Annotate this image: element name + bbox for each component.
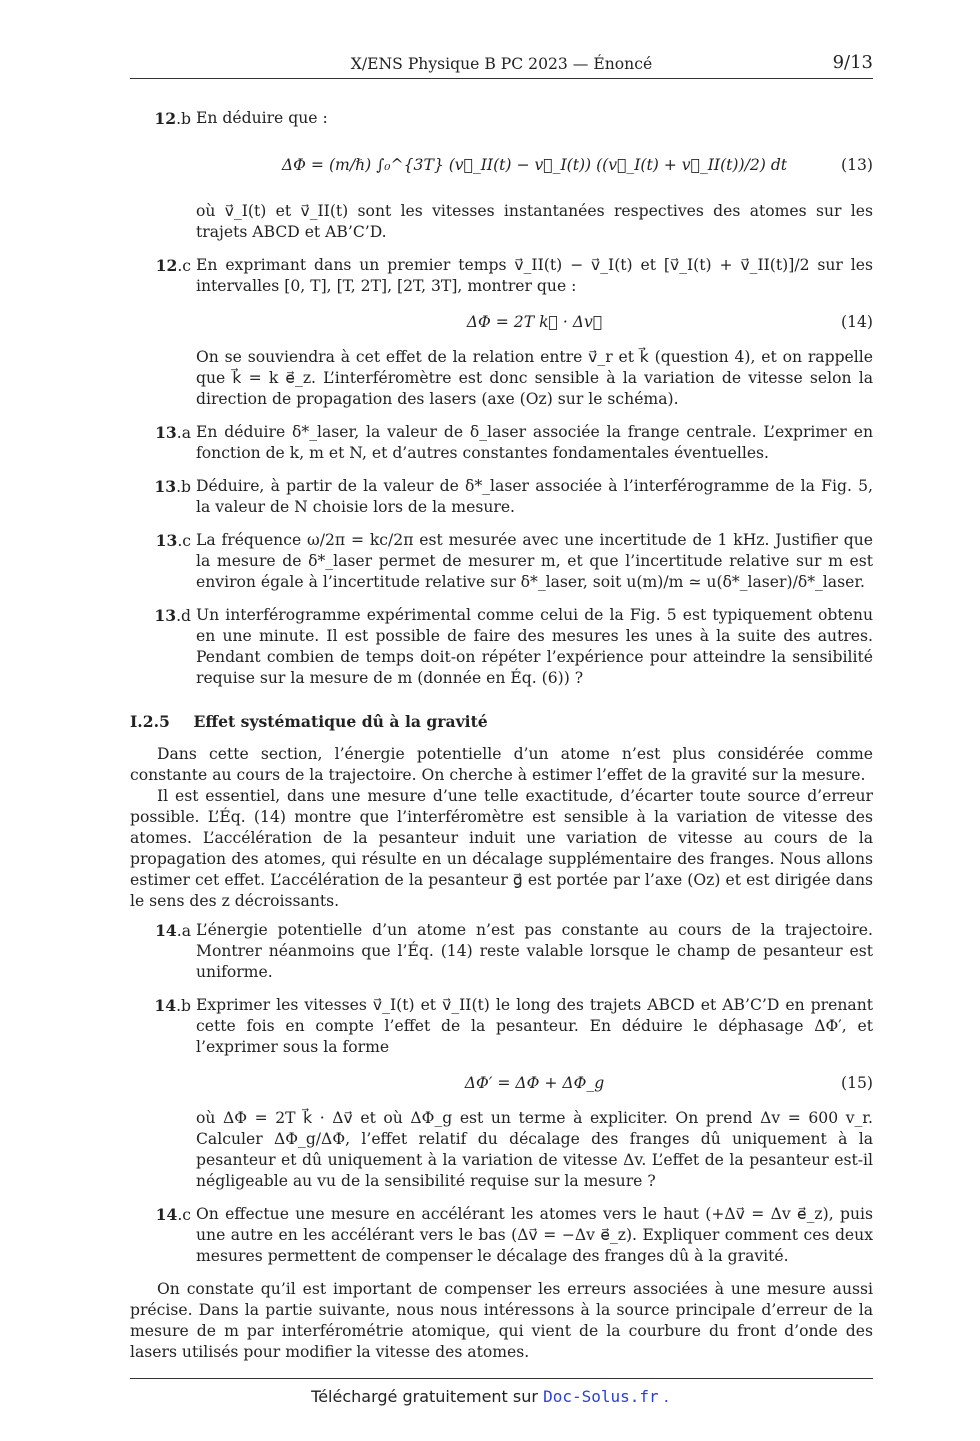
question-12b bbox=[130, 108, 873, 243]
footer-text: Téléchargé gratuitement sur bbox=[311, 1387, 538, 1406]
question-number: 12.b bbox=[154, 109, 192, 128]
equation-number: (14) bbox=[840, 312, 873, 331]
question-followup: où ΔΦ = 2T k⃗ · Δv⃗ et où ΔΦ_g est un terme à expliciter. On prend Δv = 600 v_r. Calculer ΔΦ_g/ΔΦ, l’effet relatif du décalage des franges dû uniquement à la pesanteur et dû uniquement à la variation de vitesse Δv. L’effet de la pesanteur est-il négligeable au vu de la sensibilité requise sur la mesure ? bbox=[196, 1109, 873, 1190]
question-12c bbox=[130, 255, 873, 410]
question-13a bbox=[130, 422, 873, 464]
question-13b bbox=[130, 476, 873, 518]
question-14c bbox=[130, 1204, 873, 1267]
section-heading bbox=[130, 711, 873, 732]
footer-suffix: . bbox=[663, 1387, 669, 1406]
question-number: 14.b bbox=[154, 996, 192, 1015]
question-text: L’énergie potentielle d’un atome n’est pas constante au cours de la trajectoire. Montrer néanmoins que l’Éq. (14) reste valable lorsque le champ de pesanteur est uniforme. bbox=[196, 921, 873, 981]
question-text: On effectue une mesure en accélérant les atomes vers le haut (+Δv⃗ = Δv e⃗_z), puis une autre en les accélérant vers le bas (Δv⃗ = −Δv e⃗_z). Expliquer comment ces deux mesures permettent de compenser le décalage des franges dû à la gravité. bbox=[196, 1205, 873, 1265]
question-number: 12.c bbox=[155, 256, 192, 275]
intro-paragraph-2: Il est essentiel, dans une mesure d’une telle exactitude, d’écarter toute source d’erreur possible. L’Éq. (14) montre que l’interféromètre est sensible à la variation de vitesse des atomes. L’accélération de la pesanteur induit une variation de vitesse au cours de la propagation des atomes, qui résulte en un décalage supplémentaire des franges. Nous allons estimer cet effet. L’accélération de la pesanteur g⃗ est portée par l’axe (Oz) et est dirigée dans le sens des z décroissants. bbox=[130, 787, 873, 910]
question-14a bbox=[130, 920, 873, 983]
question-text: Déduire, à partir de la valeur de δ*_laser associée à l’interférogramme de la Fig. 5, la valeur de N choisie lors de la mesure. bbox=[196, 477, 873, 516]
question-number: 13.b bbox=[154, 477, 192, 496]
doc-solus-link[interactable]: Doc-Solus.fr bbox=[543, 1387, 659, 1406]
page-footer bbox=[0, 1386, 980, 1407]
page-header bbox=[130, 54, 873, 79]
page-number: 9/13 bbox=[832, 52, 873, 73]
section-number: I.2.5 bbox=[130, 712, 170, 731]
intro-paragraph-1: Dans cette section, l’énergie potentielle d’un atome n’est plus considérée comme constante au cours de la trajectoire. On cherche à estimer l’effet de la gravité sur la mesure. bbox=[130, 745, 873, 784]
question-text: La fréquence ω/2π = kc/2π est mesurée avec une incertitude de 1 kHz. Justifier que la mesure de δ*_laser permet de mesurer m, et que l’incertitude relative sur m est environ égale à l’incertitude relative sur δ*_laser, soit u(m)/m ≃ u(δ*_laser)/δ*_laser. bbox=[196, 531, 873, 591]
question-number: 13.c bbox=[155, 531, 192, 550]
question-text: En déduire δ*_laser, la valeur de δ_laser associée la frange centrale. L’exprimer en fonction de k, m et N, et d’autres constantes fondamentales éventuelles. bbox=[196, 423, 873, 462]
equation-15 bbox=[196, 1066, 873, 1100]
section-title: Effet systématique dû à la gravité bbox=[193, 712, 488, 731]
equation-body: ΔΦ′ = ΔΦ + ΔΦ_g bbox=[464, 1073, 605, 1092]
question-followup: où v⃗_I(t) et v⃗_II(t) sont les vitesses instantanées respectives des atomes sur les trajets ABCD et AB’C’D. bbox=[196, 202, 873, 241]
question-text: En déduire que : bbox=[196, 109, 328, 127]
equation-body: ΔΦ = (m/ℏ) ∫₀^{3T} (v⃗_II(t) − v⃗_I(t)) ((v⃗_I(t) + v⃗_II(t))/2) dt bbox=[281, 155, 788, 174]
question-13c bbox=[130, 530, 873, 593]
equation-number: (13) bbox=[840, 155, 873, 174]
equation-body: ΔΦ = 2T k⃗ · Δv⃗ bbox=[466, 312, 603, 331]
question-number: 13.d bbox=[154, 606, 192, 625]
question-number: 14.c bbox=[155, 1205, 192, 1224]
footer-divider bbox=[130, 1378, 873, 1379]
question-number: 14.a bbox=[155, 921, 192, 940]
question-text: Exprimer les vitesses v⃗_I(t) et v⃗_II(t) le long des trajets ABCD et AB’C’D en prenant cette fois en compte l’effet de la pesanteur. En déduire le déphasage ΔΦ′, et l’exprimer sous la forme bbox=[196, 996, 873, 1056]
header-title: X/ENS Physique B PC 2023 — Énoncé bbox=[350, 55, 653, 73]
question-text: En exprimant dans un premier temps v⃗_II(t) − v⃗_I(t) et [v⃗_I(t) + v⃗_II(t)]/2 sur les intervalles [0, T], [T, 2T], [2T, 3T], montrer que : bbox=[196, 256, 873, 295]
question-14b bbox=[130, 995, 873, 1192]
closing-paragraph: On constate qu’il est important de compenser les erreurs associées à une mesure aussi précise. Dans la partie suivante, nous nous intéressons à la source principale d’erreur de la mesure de m par interférométrie atomique, qui vient de la courbure du front d’onde des lasers utilisés pour modifier la vitesse des atomes. bbox=[130, 1280, 873, 1361]
equation-13 bbox=[196, 137, 873, 193]
equation-number: (15) bbox=[840, 1073, 873, 1092]
question-followup: On se souviendra à cet effet de la relation entre v⃗_r et k⃗ (question 4), et on rappelle que k⃗ = k e⃗_z. L’interféromètre est donc sensible à la variation de vitesse selon la direction de propagation des lasers (axe (Oz) sur le schéma). bbox=[196, 348, 873, 408]
question-number: 13.a bbox=[155, 423, 192, 442]
equation-14 bbox=[196, 305, 873, 339]
question-13d bbox=[130, 605, 873, 689]
question-text: Un interférogramme expérimental comme celui de la Fig. 5 est typiquement obtenu en une minute. Il est possible de faire des mesures les unes à la suite des autres. Pendant combien de temps doit-on répéter l’expérience pour atteindre la sensibilité requise sur la mesure de m (donnée en Éq. (6)) ? bbox=[196, 606, 873, 687]
page-content bbox=[130, 108, 873, 1363]
